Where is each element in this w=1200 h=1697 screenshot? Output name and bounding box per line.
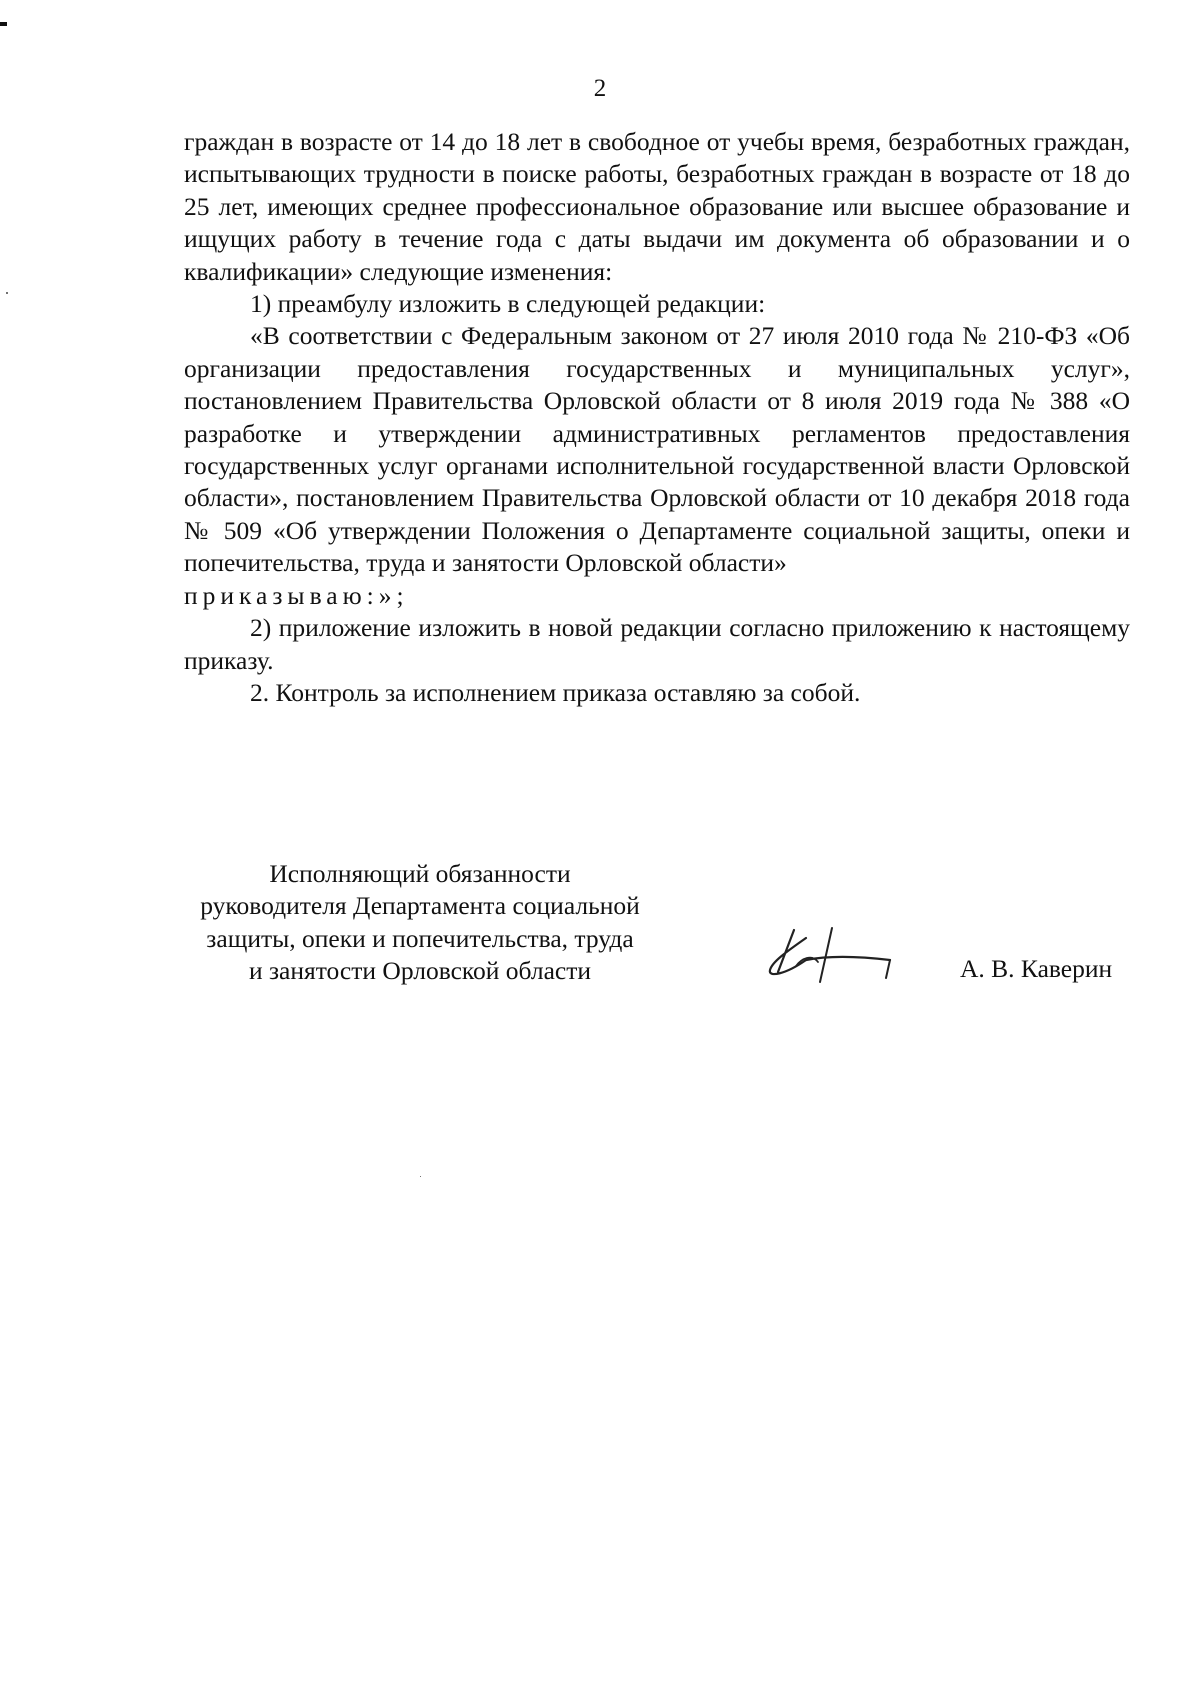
prikazyvayu-word: приказываю:»; xyxy=(184,580,409,610)
paragraph-continuation: граждан в возрасте от 14 до 18 лет в свободное от учебы время, безработных граждан, испытывающих трудности в поиске работы, безработных граждан в возрасте от 18 до 25 лет, имеющих среднее профессиональное образование или высшее образование и ищущих работу в течение года с даты выдачи им документа об образовании и о квалификации» следующие изменения: xyxy=(184,127,1130,286)
paragraph-item-2: 2) приложение изложить в новой редакции согласно приложению к настоящему приказу. xyxy=(184,613,1130,675)
signatory-title-line: Исполняющий обязанности xyxy=(269,859,571,888)
signatory-title-line: защиты, опеки и попечительства, труда xyxy=(206,923,634,953)
document-body xyxy=(184,126,1130,709)
handwritten-signature xyxy=(766,922,906,990)
signatory-title-line: и занятости Орловской области xyxy=(248,956,592,986)
preamble-text: «В соответствии с Федеральным законом от 27 июля 2010 года № 210-ФЗ «Об организации предоставления государственных и муниципальных услуг», постановлением Правительства Орловской области от 8 июля 2019 года № 388 «О разработке и утверждении административных регламентов предоставления государственных услуг органами исполнительной государственной власти Орловской области», постановлением Правительства Орловской области от 10 декабря 2018 года № 509 «Об утверждении Положения о Департаменте социальной защиты, опеки и попечительства, труда и занятости Орловской области» xyxy=(184,321,1130,578)
signer-name: А. В. Каверин xyxy=(960,954,1113,983)
paragraph-item-1: 1) преамбулу изложить в следующей редакции: xyxy=(250,289,766,319)
scan-artifact xyxy=(6,292,8,294)
scan-artifact xyxy=(0,22,7,26)
scan-artifact xyxy=(420,1176,421,1177)
page-number: 2 xyxy=(593,75,607,102)
paragraph-control: 2. Контроль за исполнением приказа оставляю за собой. xyxy=(250,677,861,707)
signatory-title xyxy=(170,858,670,988)
signatory-title-line: руководителя Департамента социальной xyxy=(200,891,640,921)
paragraph-preamble xyxy=(184,320,1130,612)
